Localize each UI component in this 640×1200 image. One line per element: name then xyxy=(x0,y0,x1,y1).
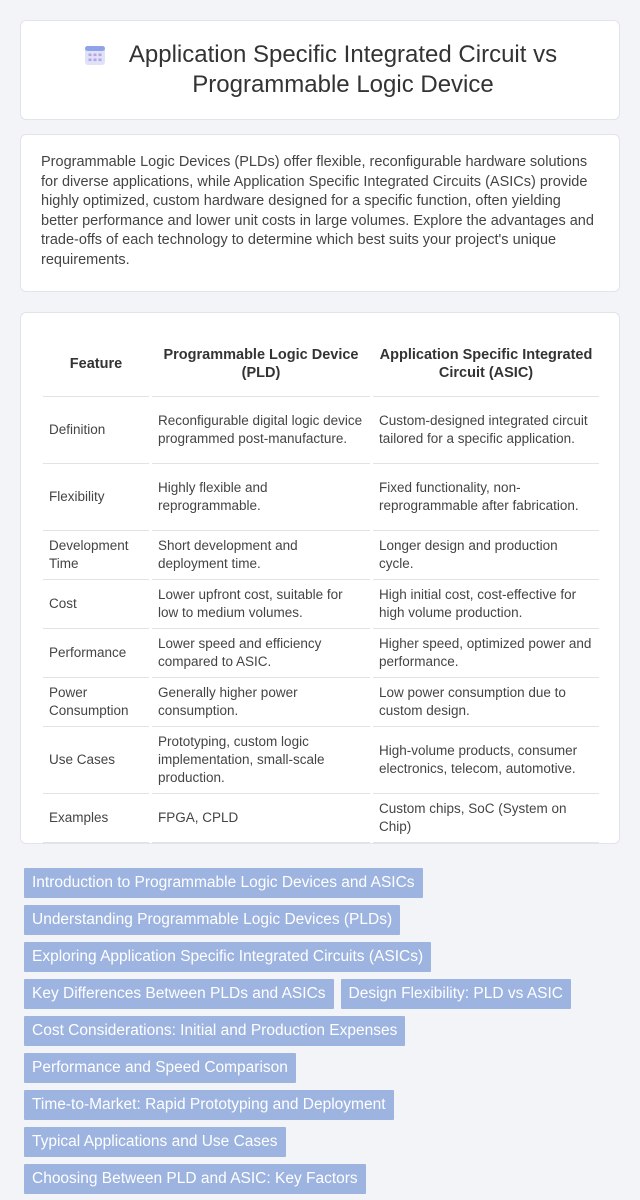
intro-card xyxy=(20,134,620,292)
asic-cell: High initial cost, cost-effective for high volume production. xyxy=(373,580,599,629)
asic-cell: Longer design and production cycle. xyxy=(373,531,599,580)
asic-cell: High-volume products, consumer electronics, telecom, automotive. xyxy=(373,727,599,794)
comparison-table-card xyxy=(20,312,620,844)
table-header-row xyxy=(43,335,599,397)
pld-cell: Prototyping, custom logic implementation, small-scale production. xyxy=(152,727,370,794)
page-title xyxy=(129,40,557,100)
table-row xyxy=(43,464,599,531)
link-key-differences[interactable]: Key Differences Between PLDs and ASICs xyxy=(24,979,334,1009)
asic-cell: Custom chips, SoC (System on Chip) xyxy=(373,794,599,843)
header-asic: Application Specific Integrated Circuit (ASIC) xyxy=(373,335,599,397)
calendar-grid-icon xyxy=(83,43,107,67)
table-row xyxy=(43,531,599,580)
link-design-flexibility[interactable]: Design Flexibility: PLD vs ASIC xyxy=(341,979,572,1009)
link-applications[interactable]: Typical Applications and Use Cases xyxy=(24,1127,286,1157)
pld-cell: Short development and deployment time. xyxy=(152,531,370,580)
link-intro[interactable]: Introduction to Programmable Logic Devices and ASICs xyxy=(24,868,423,898)
asic-cell: Higher speed, optimized power and performance. xyxy=(373,629,599,678)
intro-paragraph: Programmable Logic Devices (PLDs) offer flexible, reconfigurable hardware solutions for diverse applications, while Application Specific Integrated Circuits (ASICs) provide highly optimized, custom hardware designed for a specific function, often yielding better performance and lower unit costs in large volumes. Explore the advantages and trade-offs of each technology to determine which best suits your project's unique requirements. xyxy=(41,154,594,268)
link-exploring-asics[interactable]: Exploring Application Specific Integrated Circuits (ASICs) xyxy=(24,942,431,972)
link-cost-considerations[interactable]: Cost Considerations: Initial and Production Expenses xyxy=(24,1016,405,1046)
feature-cell: Development Time xyxy=(43,531,149,580)
feature-cell: Examples xyxy=(43,794,149,843)
table-row xyxy=(43,678,599,727)
table-row xyxy=(43,629,599,678)
feature-cell: Cost xyxy=(43,580,149,629)
asic-cell: Low power consumption due to custom design. xyxy=(373,678,599,727)
pld-cell: Highly flexible and reprogrammable. xyxy=(152,464,370,531)
feature-cell: Definition xyxy=(43,397,149,464)
table-row xyxy=(43,580,599,629)
feature-cell: Flexibility xyxy=(43,464,149,531)
link-performance[interactable]: Performance and Speed Comparison xyxy=(24,1053,296,1083)
table-row xyxy=(43,794,599,843)
page-title-line2: Programmable Logic Device xyxy=(192,71,494,98)
title-wrap xyxy=(83,40,557,100)
comparison-table xyxy=(43,335,599,843)
pld-cell: FPGA, CPLD xyxy=(152,794,370,843)
table-row xyxy=(43,727,599,794)
pld-cell: Generally higher power consumption. xyxy=(152,678,370,727)
link-understanding-plds[interactable]: Understanding Programmable Logic Devices (PLDs) xyxy=(24,905,400,935)
title-card xyxy=(20,20,620,120)
pld-cell: Lower upfront cost, suitable for low to medium volumes. xyxy=(152,580,370,629)
feature-cell: Performance xyxy=(43,629,149,678)
feature-cell: Power Consumption xyxy=(43,678,149,727)
asic-cell: Custom-designed integrated circuit tailored for a specific application. xyxy=(373,397,599,464)
link-choosing[interactable]: Choosing Between PLD and ASIC: Key Factors xyxy=(24,1164,366,1194)
pld-cell: Reconfigurable digital logic device programmed post-manufacture. xyxy=(152,397,370,464)
link-time-to-market[interactable]: Time-to-Market: Rapid Prototyping and Deployment xyxy=(24,1090,394,1120)
pld-cell: Lower speed and efficiency compared to ASIC. xyxy=(152,629,370,678)
feature-cell: Use Cases xyxy=(43,727,149,794)
related-links xyxy=(24,868,616,1200)
header-pld: Programmable Logic Device (PLD) xyxy=(152,335,370,397)
page-title-line1: Application Specific Integrated Circuit vs xyxy=(128,41,558,68)
header-feature: Feature xyxy=(43,335,149,397)
asic-cell: Fixed functionality, non-reprogrammable after fabrication. xyxy=(373,464,599,531)
table-row xyxy=(43,397,599,464)
